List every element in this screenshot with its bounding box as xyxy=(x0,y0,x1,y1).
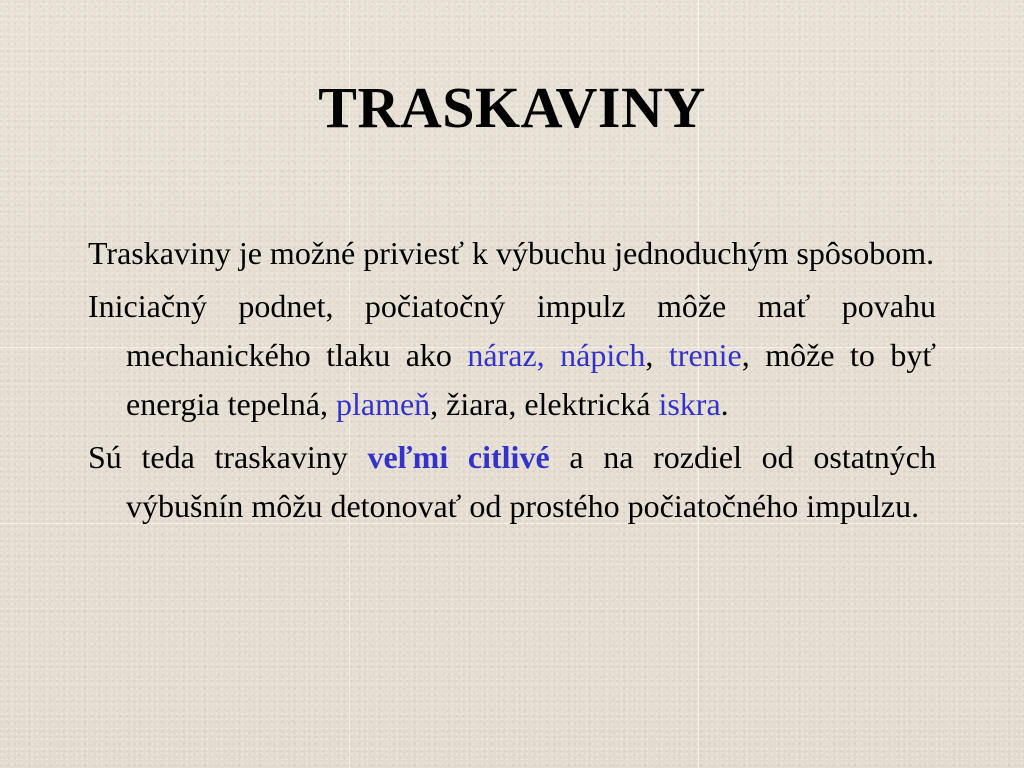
paragraph-3 xyxy=(88,433,936,531)
paragraph-2 xyxy=(88,282,936,429)
paragraph-text: , žiara, elektrická xyxy=(430,386,659,422)
paragraph-text: Iniciačný podnet, počiatočný impulz môže mať povahu mechanického tlaku ako xyxy=(88,288,936,373)
highlight-term-naraz-napich: náraz, nápich xyxy=(467,337,646,373)
highlight-term-trenie: trenie xyxy=(668,337,742,373)
slide-title: TRASKAVINY xyxy=(318,75,706,140)
paragraph-text: Sú teda traskaviny xyxy=(88,439,368,475)
slide-body xyxy=(88,229,936,535)
paragraph-1 xyxy=(88,229,936,278)
paragraph-text: . xyxy=(720,386,729,422)
paragraph-text: , xyxy=(645,337,669,373)
paragraph-text: a na rozdiel od ostatných výbušnín môžu detonovať od prostého počiatočného impulzu. xyxy=(126,439,937,524)
highlight-term-plamen: plameň xyxy=(335,386,431,422)
paragraph-text: Traskaviny je možné priviesť k výbuchu jednoduchým spôsobom. xyxy=(88,235,935,271)
paragraph-text: , môže to byť energia tepelná, xyxy=(126,337,936,422)
highlight-term-iskra: iskra xyxy=(658,386,721,422)
highlight-term-velmi-citlive: veľmi citlivé xyxy=(367,439,550,475)
